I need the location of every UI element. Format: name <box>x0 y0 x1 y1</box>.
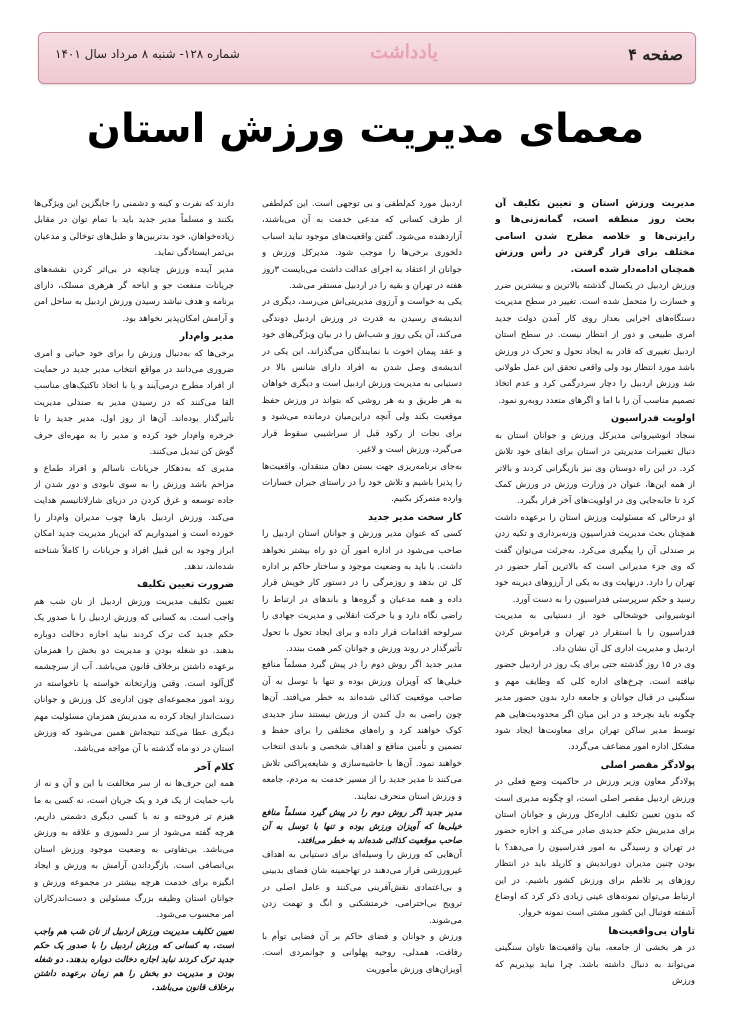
article-column-middle <box>262 196 462 1016</box>
paragraph: سجاد انوشیروانی مدیرکل ورزش و جوانان استان به دنبال تغییرات مدیریتی در استان برای ابقای خود تلاش کرد. در این راه دوستان وی نیز بازیگرانی کردند و بالاتر از همه این‌ها، عنوان در وزارت ورزش در ورزش کمک کرد تا جابه‌جایی وی در اولویت‌های آخر قرار بگیرد. <box>495 430 695 507</box>
paragraph: مدیر جدید اگر روش دوم را در پیش گیرد مسلماً منافع خیلی‌ها که آویزان ورزش بوده و تنها با توسل به آن صاحب موقعیت کذائی شده‌اند به خطر می‌افتد. آن‌ها چون راضی به دل کندن از ورزش نیستند ساز جدیدی کوک خواهند کرد و راه‌های مختلفی را برای حفظ و تضمین و تأمین منافع و اهداف شخصی و باندی انتخاب خواهند نمود. آن‌ها با حاشیه‌سازی و شایعه‌پراکنی تلاش می‌کنند تا مدیر جدید را از مسیر خدمت به مردم، جامعه و ورزش استان منحرف نمایند. <box>262 660 462 802</box>
paragraph: دارند که نفرت و کینه و دشمنی را جایگزین این ویژگی‌ها بکنند و مسلماً مدیر جدید باید با تمام توان در مقابل زیاده‌خواهان، خود بدتربین‌ها و طبل‌های توخالی و مدعیان بی‌ثمر ایستادگی نماید. <box>34 199 234 259</box>
paragraph: به‌جای برنامه‌ریزی جهت بستن دهان منتقدان، واقعیت‌ها را پذیرا باشیم و تلاش خود را در راستای جبران خسارات وارده متمرکز بکنیم. <box>262 461 462 505</box>
paragraph: آن‌هایی که ورزش را وسیله‌ای برای دستیابی به اهداف غیرورزشی قرار می‌دهند در تهاجمینه شان فضای بدبینی و بی‌اعتمادی نقش‌آفرینی می‌کنند و عامل اصلی در ترویج بی‌احترامی، خرمتشکنی و انگ و تهمت زدن می‌شوند. <box>262 850 462 926</box>
section-title: یادداشت <box>370 41 438 63</box>
article-column-right <box>495 196 695 1016</box>
page-header-band <box>38 32 696 84</box>
paragraph: مدیر آینده ورزش چنانچه در بی‌اثر کردن نقشه‌های جریانات منفعت جو و اباحه گر هرهری مسلک، دارای برنامه و هدف نباشد رسیدن ورزش اردبیل به ساحل امن و آرامش امکان‌پذیر نخواهد بود. <box>34 264 234 324</box>
article-lead: مدیریت ورزش استان و تعیین تکلیف آن بحث روز منطقه است، گمانه‌زنی‌ها و رایزنی‌ها و خلاصه مطرح شدن اسامی مختلف برای قرار گرفتن در رأس ورزش همچنان ادامه‌دار شده است. <box>495 198 695 275</box>
paragraph: وی در ۱۵ روز گذشته حتی برای یک روز در اردبیل حضور نیافته است. چرخ‌های اداره کلی که وظایف مهم و سنگینی در قبال جوانان و جامعه دارد بدون حضور مدیر چگونه باید بچرخد و در این میان اگر محدودیت‌هایی هم توسط مدیر ساکن تهران برای معاونت‌ها ایجاد شود مشکل اداره امور مضاعف می‌گردد. <box>495 660 695 753</box>
paragraph: پولادگر معاون وزیر ورزش در حاکمیت وضع فعلی در ورزش اردبیل مقصر اصلی است، او چگونه مدیری است که بدون تعیین تکلیف اداره‌کل ورزش و جوانان استان برای مدیریش حکم جدیدی صادر می‌کند و اجازه حضور در تهران و رسیدگی به امور فدراسیون را می‌دهد؟ با بودن چنین مدیران دوراندیش و کارپلد باید در انتظار روزهای پر تلاطم برای ورزش کشور باشیم. در این ارتباط می‌توان نمونه‌های عینی زیادی ذکر کرد که اوضاع آشفته فوتبال این کشور مشتی است نمونه خروار. <box>495 777 695 919</box>
subheading: تاوان بی‌واقعیت‌ها <box>608 925 695 937</box>
pull-quote: مدیر جدید اگر روش دوم را در پیش گیرد مسلماً منافع خیلی‌ها که آویزان ورزش بوده و تنها با توسل به آن صاحب موقعیت کذائی شده‌اند به خطر می‌افتد. <box>262 807 462 846</box>
paragraph: یکی به خواست و آرزوی مدیریتی‌اش می‌رسد، دیگری در اندیشه‌ی رسیدن به قدرت در ورزش اردبیل دوندگی می‌کند، آن یکی روز و شب‌اش را در بیان ویژگی‌های خود و عقد پیمان اخوت با نمایندگان می‌گذراند، این یکی در اندیشه‌ی وصل شدن به افراد دارای شانس بالا در دستیابی به مدیریت ورزش اردبیل است و دیگری خواهان به هر طریق و به هر روشی که بتواند در ورزش حفظ موقعیت بکند ولی آنچه دراین‌میان درمانده می‌شود و برای نجات از رکود قبل از سراشیبی سقوط قرار می‌گیرد، ورزش است و لاغیر. <box>262 297 462 456</box>
pull-quote: تعیین تکلیف مدیریت ورزش اردبیل از نان شب هم واجب است. به کسانی که ورزش اردبیل را با صدور یک حکم جدید ترک کردند نباید اجازه دخالت دوباره بدهند. دو شغله بودن و مدیریت دو بخش را هم زمان برعهده داشتن برخلاف قانون می‌باشد. <box>34 925 234 992</box>
paragraph: کسی که عنوان مدیر ورزش و جوانان استان اردبیل را صاحب می‌شود در اداره امور آن دو راه بیشتر نخواهد داشت. یا باید به وضعیت موجود و ساختار حاکم بر اداره کل تن بدهد و روزمرگی را در دستور کار خویش قرار داده و همه مدعیان و گروه‌ها و باندهای در ارتباط را راضی نگاه دارد و یا حرکت انقلابی و مدیریت جهادی را سرلوحه اقدامات قرار داده و برای ایجاد تحول با تحول تأثیرگذار در روند ورزش و جوانان کمر همت ببندد. <box>262 529 462 654</box>
paragraph: مدیری که به‌دهکار جریانات ناسالم و افراد طماع و مزاحم باشد ورزش را به سوی نابودی و دور شدن از جاده توسعه و غرق کردن در دریای شارلاتانیسم هدایت می‌کند. ورزش اردبیل بارها چوب مدیران وام‌دار را خورده است و امیدواریم که این‌بار مدیریت جدید امکان ابراز وجود به این قبیل افراد و جریانات را کاملاً شناخته شده‌اند، ندهد. <box>34 463 234 572</box>
paragraph: در هر بخشی از جامعه، بیان واقعیت‌ها تاوان سنگینی می‌تواند به دنبال داشته باشد. چرا نباید بپذیریم که ورزش <box>495 943 695 987</box>
subheading: کار سخت مدیر جدید <box>368 511 462 523</box>
paragraph: ورزش اردبیل در یکسال گذشته بالاترین و بیشترین ضرر و خسارت را متحمل شده است. تغییر در سطح مدیریت دستگاه‌های اجرایی بعداز روی کار آمدن دولت جدید امری طبیعی و دور از انتظار نیست. در سطح استان اردبیل تغییری که قادر به ایجاد تحول و تحرک در ورزش باشد مورد انتظار بود ولی واقعی تحقق این عمل طولانی شد ورزش اردبیل را دچار سردرگمی کرد و عدم اتخاذ تصمیم مناسب آن را با اما و اگرهای متعدد روبه‌رو نمود. <box>495 281 695 406</box>
paragraph: ورزش و جوانان و فضای حاکم بر آن فضایی توأم با رفاقت، همدلی، روحیه پهلوانی و جوانمردی است. آویزان‌های ورزش مأموریت <box>262 932 462 975</box>
paragraph: برخی‌ها که به‌دنبال ورزش را برای خود حیاتی و امری ضروری می‌دانند در مواقع انتخاب مدیر جدید در حمایت از افراد مطرح درمی‌آیند و یا با اتخاذ تاکتیک‌های مناسب القا می‌کنند که در رسیدن مدیر به صندلی مدیریت تأثیرگذار بوده‌اند. آن‌ها از روز اول، مدیر جدید را تا خرخره وام‌دار خود کرده و مدیر را به مهره‌ای حرف گوش کن تبدیل می‌کنند. <box>34 348 234 458</box>
article-headline: معمای مدیریت ورزش استان <box>86 106 645 152</box>
subheading: کلام آخر <box>194 761 234 773</box>
paragraph: همه این حرف‌ها نه از سر مخالفت با این و آن و نه از باب حمایت از یک فرد و یک جریان است، نه کسی به ما هیزم تر فروخته و نه با کسی دیگری دشمنی داریم، هرچه گفته می‌شود از سر دلسوزی و علاقه به ورزش می‌باشد. بی‌تفاوتی به وضعیت موجود ورزش استان بی‌انصافی است. بازگرداندن آرامش به ورزش و ایجاد انگیزه برای خدمت هرچه بیشتر در مجموعه ورزش و جوانان استان وظیفه بزرگ مسئولین و دست‌اندرکاران امر محسوب می‌شود. <box>34 779 234 921</box>
subheading: پولادگر مقصر اصلی <box>600 759 695 771</box>
paragraph: اردبیل مورد کم‌لطفی و بی توجهی است. این کم‌لطفی از طرف کسانی که مدعی خدمت به آن می‌باشند، آزاردهنده می‌شود. گفتن واقعیت‌های موجود نباید اسباب دلخوری برخی‌ها را موجب شود. مدیرکل ورزش و جوانان از اعتقاد به اجرای عدالت داشت می‌بایست ۳روز هفته در تهران و بقیه را در اردبیل مستقر می‌شد. <box>262 199 462 292</box>
page-number: صفحه ۴ <box>628 45 683 64</box>
paragraph: او درحالی که مسئولیت ورزش استان را برعهده داشت همچنان بحث مدیریت فدراسیون وزنه‌برداری و تکیه زدن بر صندلی آن را پیگیری می‌کرد. به‌جرئت می‌توان گفت که وی جزء مدیرانی است که بالاترین آمار حضور در تهران را دارد. درنهایت وی به یکی از آرزوهای دیرینه خود رسید و حکم سرپرستی فدراسیون را به دست آورد. <box>495 512 695 605</box>
subheading: اولویت فدراسیون <box>610 413 695 425</box>
paragraph: تعیین تکلیف مدیریت ورزش اردبیل از نان شب هم واجب است. به کسانی که ورزش اردبیل را با صدور یک حکم جدید کت ترک کردند نباید اجازه دخالت دوباره بدهند. دو شغله بودن و مدیریت دو بخش را همزمان برعهده داشتن برخلاف قانون می‌باشد. آب از سرچشمه گل‌آلود است. وقتی وزارتخانه خواسته یا ناخواسته در روند امور مجموعه‌ای چون اداره‌ی کل ورزش و جوانان دست‌انداز ایجاد کرده به مدیریش همزمان مسئولیت مهم دیگری عطا می‌کند نتیجه‌اش همین می‌شود که ورزش استان در دو ماه گذشته با آن مواجه می‌باشد. <box>34 596 234 755</box>
subheading: ضرورت تعیین تکلیف <box>137 579 234 591</box>
paragraph: انوشیروانی خوشحالی خود از دستیابی به مدیریت فدراسیون را با استقرار در تهران و فراموش کردن اردبیل و مدیریت اداری کل آن نشان داد. <box>495 611 695 654</box>
article-column-left <box>34 196 234 1016</box>
subheading: مدیر وام‌دار <box>179 331 234 343</box>
issue-info: شماره ۱۲۸- شنبه ۸ مرداد سال ۱۴۰۱ <box>55 47 240 61</box>
